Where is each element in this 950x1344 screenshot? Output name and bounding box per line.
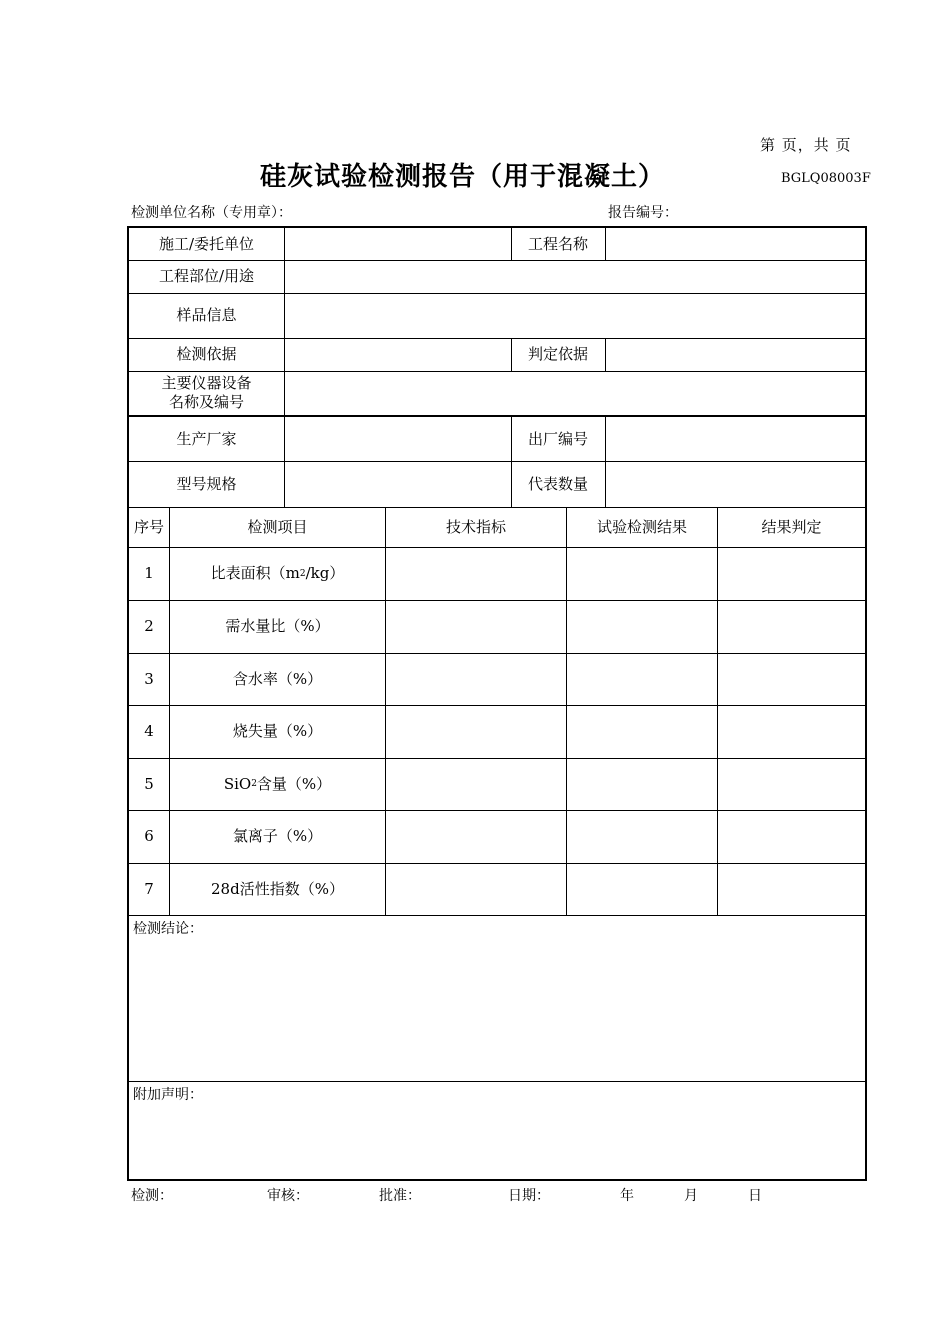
year-label: 年: [620, 1188, 634, 1204]
test-basis-label: 检测依据: [176, 345, 237, 363]
test-basis-value[interactable]: [285, 338, 511, 371]
model-label: 型号规格: [176, 474, 237, 493]
row-5-item-unit: 含量（%）: [256, 774, 332, 793]
row-7-item: 28d活性指数（%）: [211, 879, 344, 898]
column-divider: [385, 507, 386, 915]
row-4-item: 烧失量（%）: [232, 722, 323, 740]
instrument-label-line1: 主要仪器设备: [161, 374, 252, 392]
page-title: 硅灰试验检测报告（用于混凝土）: [260, 162, 666, 192]
row-5-item: SiO 2 含量（%）: [223, 774, 332, 793]
instrument-value[interactable]: [285, 371, 865, 415]
row-1-item-unit: /kg）: [305, 564, 345, 582]
column-divider: [566, 507, 567, 915]
row-1-seq: 1: [144, 564, 154, 582]
row-3-item: 含水率（%）: [232, 669, 323, 688]
tester-label: 检测：: [131, 1188, 173, 1204]
factory-no-value[interactable]: [606, 417, 865, 461]
date-label: 日期：: [508, 1188, 550, 1204]
row-4-seq: 4: [144, 722, 154, 740]
row-6-item: 氯离子（%）: [232, 827, 323, 845]
form-code: BGLQ08003F: [781, 171, 871, 186]
report-form: [127, 226, 867, 1181]
row-2-seq: 2: [144, 617, 154, 635]
quantity-label: 代表数量: [527, 474, 588, 493]
note-box[interactable]: 附加声明：: [133, 1087, 203, 1103]
project-name-label: 工程名称: [527, 234, 588, 253]
instrument-label: [129, 371, 284, 415]
row-1-item: 比表面积（m 2 /kg）: [210, 564, 345, 582]
row-3-seq: 3: [144, 669, 154, 688]
row-7-seq: 7: [144, 879, 154, 898]
page-number: 第 页，共 页: [760, 136, 852, 154]
testing-unit-label: 检测单位名称（专用章）：: [131, 205, 292, 221]
project-part-label: 工程部位/用途: [158, 267, 255, 285]
report-number-label: 报告编号：: [608, 205, 678, 221]
manufacturer-value[interactable]: [285, 417, 511, 461]
client-value[interactable]: [285, 228, 511, 260]
reviewer-label: 审核：: [267, 1188, 309, 1204]
quantity-value[interactable]: [606, 461, 865, 507]
header-judgement: 结果判定: [761, 517, 822, 536]
header-result: 试验检测结果: [596, 517, 687, 536]
conclusion-box[interactable]: 检测结论：: [133, 921, 203, 937]
model-value[interactable]: [285, 461, 511, 507]
judge-basis-value[interactable]: [606, 338, 865, 371]
month-label: 月: [684, 1188, 698, 1204]
sample-info-label: 样品信息: [176, 306, 237, 324]
manufacturer-label: 生产厂家: [176, 429, 237, 448]
project-part-value[interactable]: [285, 260, 865, 293]
factory-no-label: 出厂编号: [527, 429, 588, 448]
row-1-item-text: 比表面积（m: [210, 564, 300, 582]
project-name-value[interactable]: [606, 228, 865, 260]
row-5-item-text: SiO: [223, 774, 252, 793]
column-divider: [717, 507, 718, 915]
row-5-seq: 5: [144, 774, 154, 793]
client-label: 施工/委托单位: [158, 234, 255, 253]
instrument-label-line2: 名称及编号: [168, 393, 244, 411]
header-seq: 序号: [133, 517, 164, 536]
row-6-seq: 6: [144, 827, 154, 845]
row-2-item: 需水量比（%）: [225, 617, 330, 635]
header-item: 检测项目: [247, 517, 308, 536]
approver-label: 批准：: [379, 1188, 421, 1204]
sample-info-value[interactable]: [285, 293, 865, 338]
judge-basis-label: 判定依据: [527, 345, 588, 363]
header-spec: 技术指标: [445, 517, 506, 536]
day-label: 日: [748, 1188, 762, 1204]
